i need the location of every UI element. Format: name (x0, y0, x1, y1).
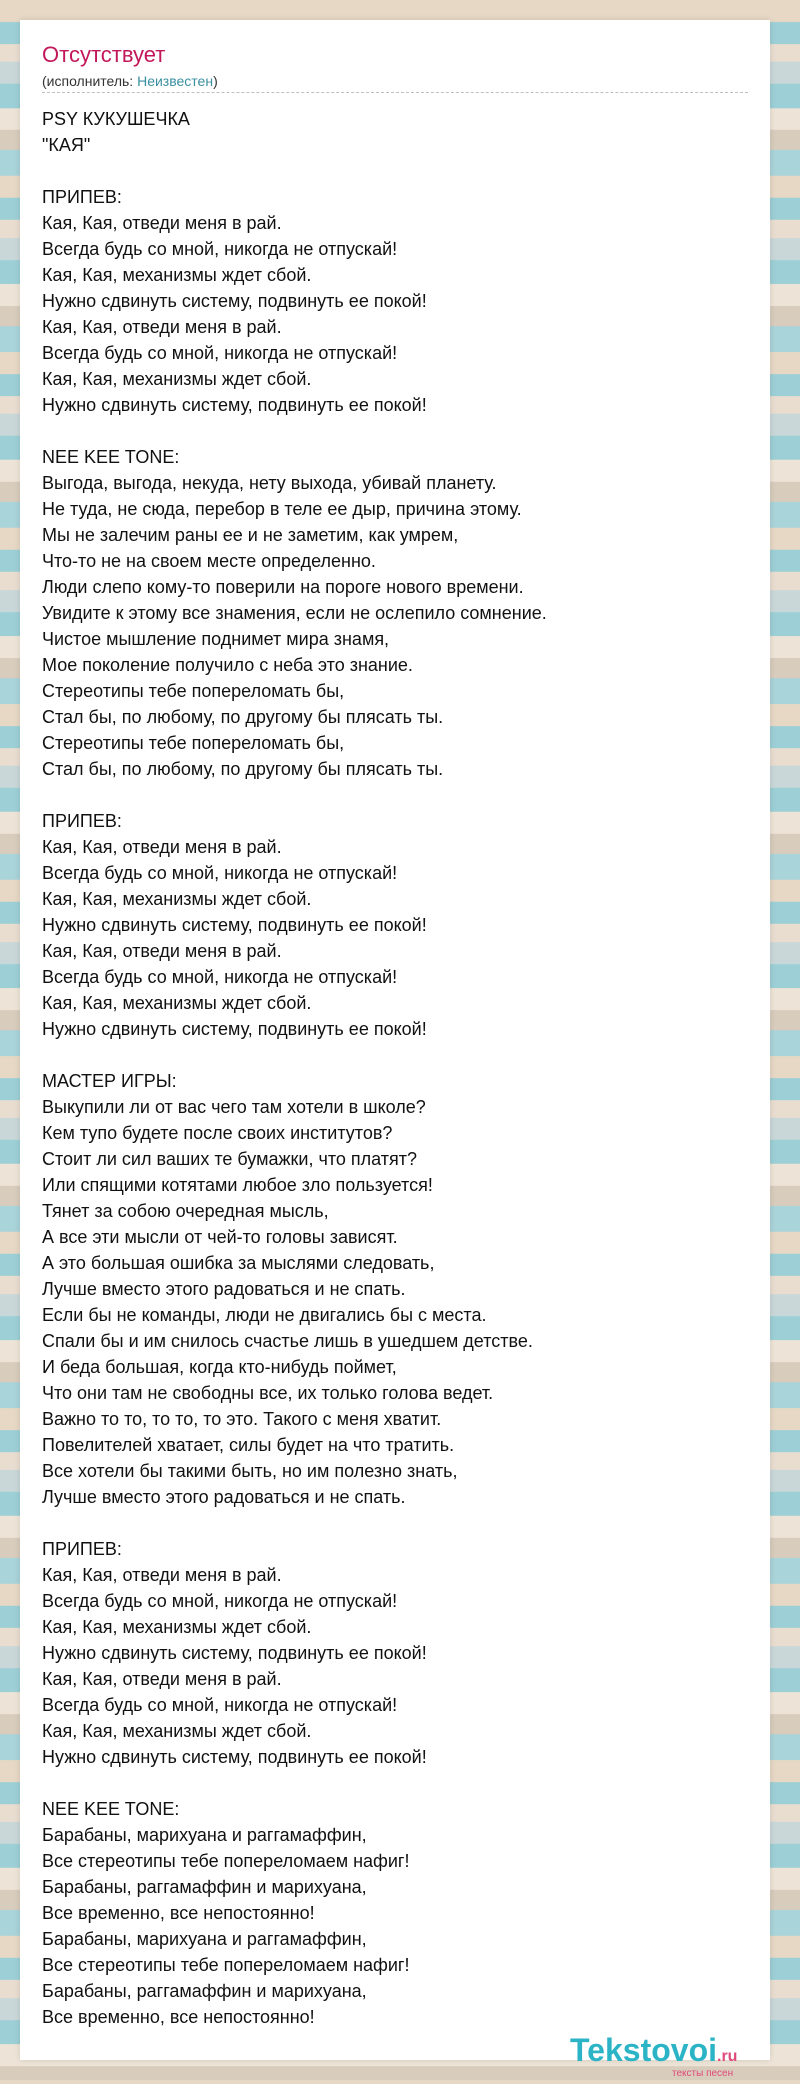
lyrics-line: Стал бы, по любому, по другому бы плясать ты. (42, 759, 444, 779)
lyrics-line: Нужно сдвинуть систему, подвинуть ее покой! (42, 1019, 427, 1039)
lyrics-line: Важно то то, то то, то это. Такого с меня хватит. (42, 1409, 442, 1429)
performer-prefix: (исполнитель: (42, 73, 138, 89)
lyrics-line: Все стереотипы тебе попереломаем нафиг! (42, 1955, 410, 1975)
lyrics-blank-line (42, 782, 748, 808)
lyrics-line: Кая, Кая, механизмы ждет сбой. (42, 369, 312, 389)
lyrics-line: Всегда будь со мной, никогда не отпускай! (42, 1695, 398, 1715)
lyrics-line: Мое поколение получило с неба это знание. (42, 655, 413, 675)
lyrics-line: Лучше вместо этого радоваться и не спать. (42, 1279, 406, 1299)
lyrics-line: Или спящими котятами любое зло пользуется! (42, 1175, 433, 1195)
lyrics-line: Люди слепо кому-то поверили на пороге нового времени. (42, 577, 524, 597)
lyrics-blank-line (42, 1770, 748, 1796)
lyrics-line: Спали бы и им снилось счастье лишь в ушедшем детстве. (42, 1331, 533, 1351)
lyrics-line: И беда большая, когда кто-нибудь поймет, (42, 1357, 397, 1377)
lyrics-line: Кая, Кая, отведи меня в рай. (42, 213, 282, 233)
lyrics-line: Стереотипы тебе попереломать бы, (42, 733, 345, 753)
lyrics-line: А все эти мысли от чей-то головы зависят. (42, 1227, 398, 1247)
lyrics-line: Не туда, не сюда, перебор в теле ее дыр, причина этому. (42, 499, 522, 519)
lyrics-line: Всегда будь со мной, никогда не отпускай! (42, 863, 398, 883)
lyrics-line: Что-то не на своем месте определенно. (42, 551, 376, 571)
header-divider (42, 92, 748, 93)
lyrics-line: Кем тупо будете после своих институтов? (42, 1123, 393, 1143)
lyrics-line: Выгода, выгода, некуда, нету выхода, убивай планету. (42, 473, 497, 493)
lyrics-line: Кая, Кая, отведи меня в рай. (42, 941, 282, 961)
lyrics-line: Все временно, все непостоянно! (42, 1903, 315, 1923)
lyrics-line: ПРИПЕВ: (42, 1539, 122, 1559)
lyrics-line: Барабаны, марихуана и раггамаффин, (42, 1929, 367, 1949)
lyrics-line: Кая, Кая, механизмы ждет сбой. (42, 265, 312, 285)
site-logo[interactable] (570, 2032, 770, 2084)
lyrics-line: Нужно сдвинуть систему, подвинуть ее покой! (42, 915, 427, 935)
lyrics-line: Нужно сдвинуть систему, подвинуть ее покой! (42, 291, 427, 311)
lyrics-line: Всегда будь со мной, никогда не отпускай! (42, 967, 398, 987)
lyrics-line: Все хотели бы такими быть, но им полезно знать, (42, 1461, 458, 1481)
lyrics-line: Повелителей хватает, силы будет на что тратить. (42, 1435, 455, 1455)
lyrics-blank-line (42, 158, 748, 184)
lyrics-line: Кая, Кая, механизмы ждет сбой. (42, 1617, 312, 1637)
lyrics-line: Стал бы, по любому, по другому бы плясать ты. (42, 707, 444, 727)
lyrics-line: Что они там не свободны все, их только голова ведет. (42, 1383, 494, 1403)
lyrics-line: ПРИПЕВ: (42, 187, 122, 207)
song-title: Отсутствует (42, 42, 166, 67)
logo-tld: .ru (717, 2048, 738, 2065)
lyrics-line: Выкупили ли от вас чего там хотели в школе? (42, 1097, 426, 1117)
lyrics-line: Если бы не команды, люди не двигались бы с места. (42, 1305, 487, 1325)
lyrics-line: Кая, Кая, отведи меня в рай. (42, 1565, 282, 1585)
lyrics-line: Все временно, все непостоянно! (42, 2007, 315, 2027)
lyrics-line: МАСТЕР ИГРЫ: (42, 1071, 177, 1091)
lyrics-line: Кая, Кая, отведи меня в рай. (42, 837, 282, 857)
lyrics-line: Всегда будь со мной, никогда не отпускай! (42, 239, 398, 259)
lyrics-line: PSY КУКУШЕЧКА (42, 109, 190, 129)
lyrics-line: Лучше вместо этого радоваться и не спать. (42, 1487, 406, 1507)
lyrics-line: Кая, Кая, отведи меня в рай. (42, 317, 282, 337)
lyrics-line: Кая, Кая, отведи меня в рай. (42, 1669, 282, 1689)
lyrics-line: Мы не залечим раны ее и не заметим, как умрем, (42, 525, 459, 545)
logo-tagline: тексты песен (672, 2068, 734, 2079)
lyrics-line: Нужно сдвинуть систему, подвинуть ее покой! (42, 395, 427, 415)
lyrics-line: Барабаны, марихуана и раггамаффин, (42, 1825, 367, 1845)
logo-name: Tekstovoi (570, 2032, 717, 2068)
lyrics-text (42, 106, 748, 2030)
lyrics-line: ПРИПЕВ: (42, 811, 122, 831)
lyrics-line: Кая, Кая, механизмы ждет сбой. (42, 993, 312, 1013)
lyrics-line: Стоит ли сил ваших те бумажки, что платят? (42, 1149, 418, 1169)
lyrics-line: Тянет за собою очередная мысль, (42, 1201, 329, 1221)
lyrics-line: Всегда будь со мной, никогда не отпускай! (42, 1591, 398, 1611)
lyrics-card (20, 20, 770, 2079)
lyrics-blank-line (42, 1042, 748, 1068)
lyrics-line: Нужно сдвинуть систему, подвинуть ее покой! (42, 1747, 427, 1767)
lyrics-line: NEE KEE TONE: (42, 1799, 180, 1819)
lyrics-line: Кая, Кая, механизмы ждет сбой. (42, 889, 312, 909)
lyrics-line: NEE KEE TONE: (42, 447, 180, 467)
lyrics-line: "КАЯ" (42, 135, 91, 155)
lyrics-line: Нужно сдвинуть систему, подвинуть ее покой! (42, 1643, 427, 1663)
performer-link[interactable]: Неизвестен (137, 73, 214, 89)
lyrics-blank-line (42, 418, 748, 444)
lyrics-line: Барабаны, раггамаффин и марихуана, (42, 1877, 367, 1897)
lyrics-line: Стереотипы тебе попереломать бы, (42, 681, 345, 701)
lyrics-line: Кая, Кая, механизмы ждет сбой. (42, 1721, 312, 1741)
performer-suffix: ) (213, 73, 218, 89)
lyrics-line: Все стереотипы тебе попереломаем нафиг! (42, 1851, 410, 1871)
lyrics-blank-line (42, 1510, 748, 1536)
lyrics-line: Всегда будь со мной, никогда не отпускай! (42, 343, 398, 363)
performer-line (42, 72, 218, 90)
lyrics-line: А это большая ошибка за мыслями следовать, (42, 1253, 435, 1273)
lyrics-line: Увидите к этому все знамения, если не ослепило сомнение. (42, 603, 547, 623)
lyrics-line: Чистое мышление поднимет мира знамя, (42, 629, 390, 649)
lyrics-line: Барабаны, раггамаффин и марихуана, (42, 1981, 367, 2001)
